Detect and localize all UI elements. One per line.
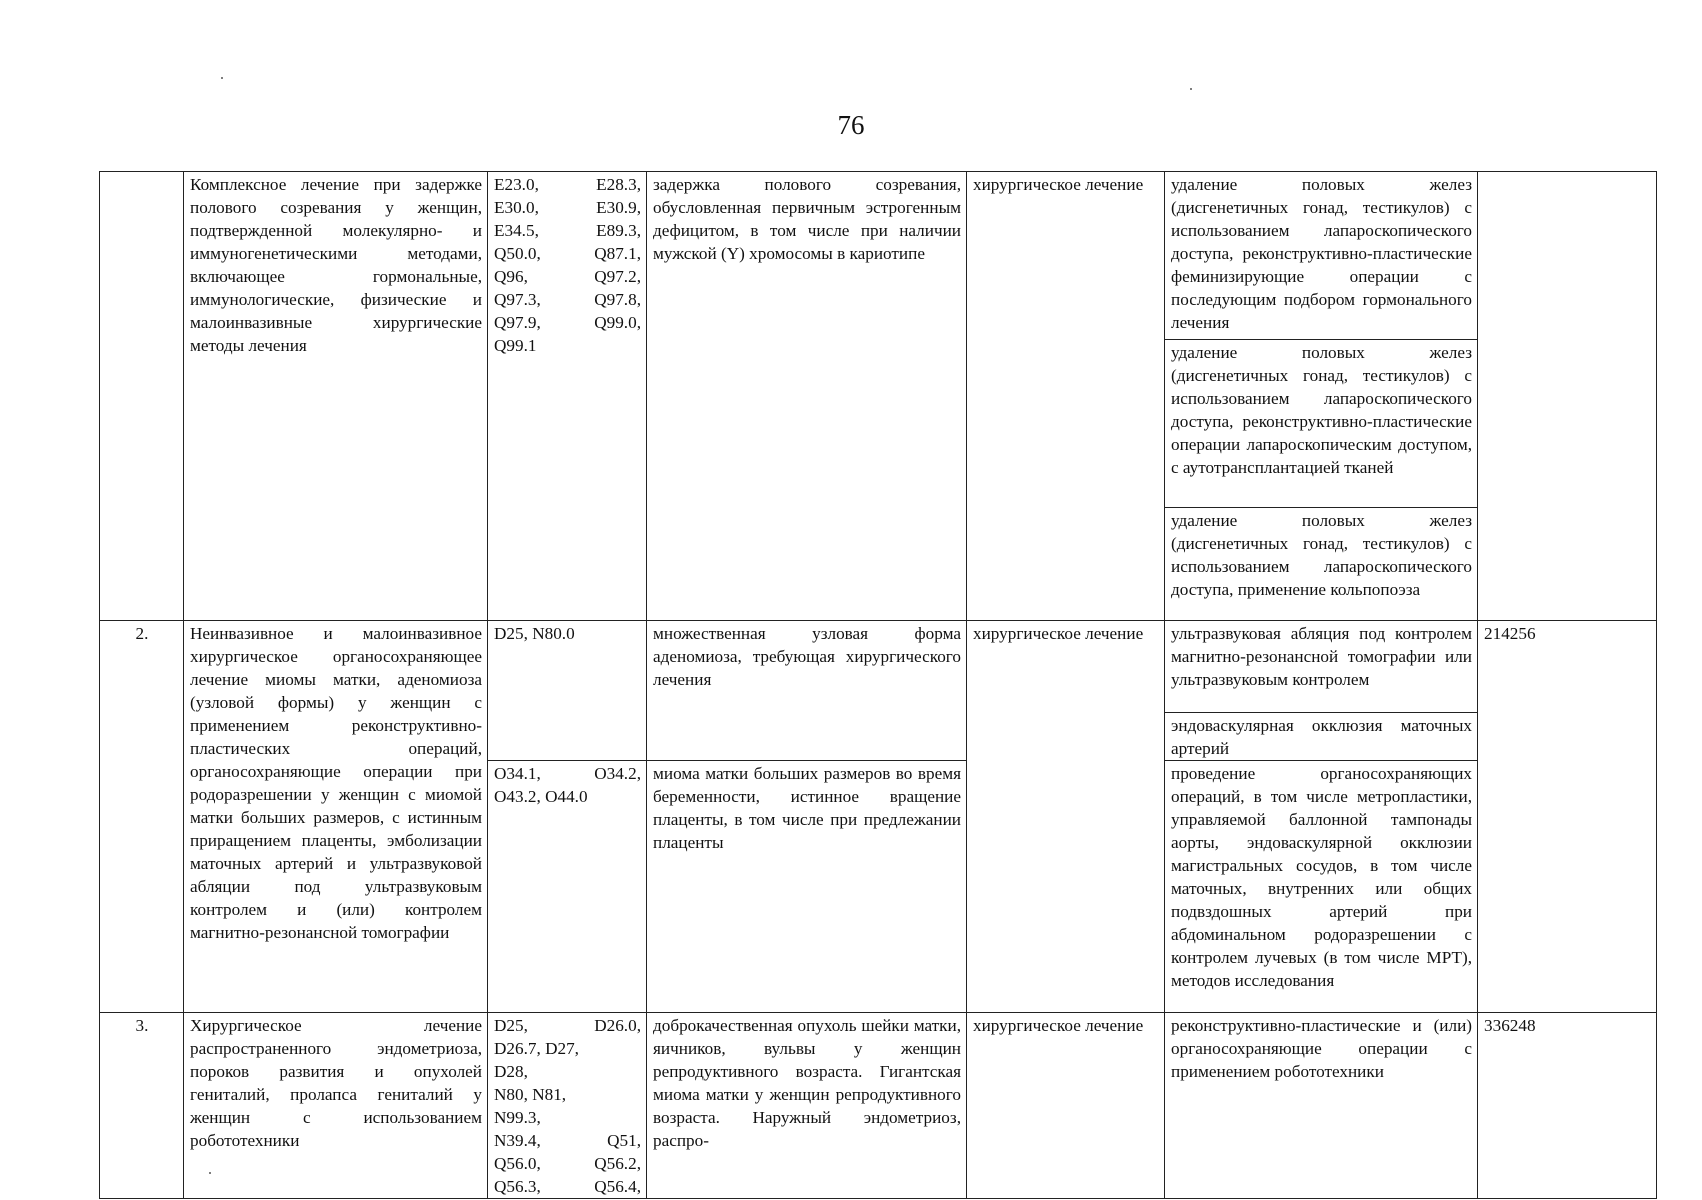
treatment-name: Хирургическое лечение распространенного эндометриоза, пороков развития и опухолей гениталий, пролапса гениталий у женщин с использованием робототехники [184,1013,488,1199]
diagnosis-codes: D25, D26.0, D26.7, D27, D28, N80, N81, N99.3, N39.4, Q51, Q56.0, Q56.2, Q56.3, Q56.4, [488,1013,647,1199]
treatment-name: Неинвазивное и малоинвазивное хирургическое органосохраняющее лечение миомы матки, аденомиоза (узловой формы) у женщин с применением реконструктивно-пластических операций, органосохраняющие операции при родоразрешении у женщин с миомой матки больших размеров, с истинным приращением плаценты, эмболизации маточных артерий и ультразвуковой абляции под ультразвуковым контролем и (или) контролем магнитно-резонансной томографии [184,621,488,1013]
treatment-type: хирургическое лечение [967,172,1165,621]
table-row [100,1013,1657,1199]
patient-model: множественная узловая форма аденомиоза, требующая хирургического лечения [647,621,967,761]
cost-cell [1478,172,1657,621]
cost-cell: 336248 [1478,1013,1657,1199]
scan-speck [221,77,223,79]
diagnosis-codes: D25, N80.0 [488,621,647,761]
diagnosis-codes: E23.0, E28.3, E30.0, E30.9, E34.5, E89.3, Q50.0, Q87.1, Q96, Q97.2, Q97.3, Q97.8, Q97.9, Q99.0, Q99.1 [488,172,647,621]
treatment-type: хирургическое лечение [967,621,1165,1013]
patient-model: миома матки больших размеров во время беременности, истинное вращение плаценты, в том числе при предлежании плаценты [647,761,967,1013]
row-number: 3. [100,1013,184,1199]
treatment-method: удаление половых желез (дисгенетичных гонад, тестикулов) с использованием лапароскопического доступа, реконструктивно-пластические операции лапароскопическим доступом, с аутотрансплантацией тканей [1165,340,1477,508]
patient-model: задержка полового созревания, обусловленная первичным эстрогенным дефицитом, в том числе при наличии мужской (Y) хромосомы в кариотипе [647,172,967,621]
table-row [100,172,1657,621]
cost-cell: 214256 [1478,621,1657,1013]
row-number: 2. [100,621,184,1013]
medical-care-table [99,171,1657,1199]
treatment-type: хирургическое лечение [967,1013,1165,1199]
treatment-method: удаление половых желез (дисгенетичных гонад, тестикулов) с использованием лапароскопического доступа, реконструктивно-пластические феминизирующие операции с последующим подбором гормонального лечения [1165,172,1477,340]
treatment-method: удаление половых желез (дисгенетичных гонад, тестикулов) с использованием лапароскопического доступа, применение кольпопоэза [1171,511,1472,599]
treatment-name: Комплексное лечение при задержке полового созревания у женщин, подтвержденной молекулярно- и иммуногенетическими методами, включающее гормональные, иммунологические, физические и малоинвазивные хирургические методы лечения [184,172,488,621]
patient-model: доброкачественная опухоль шейки матки, яичников, вульвы у женщин репродуктивного возраста. Гигантская миома матки у женщин репродуктивного возраста. Наружный эндометриоз, распро- [647,1013,967,1199]
treatment-method: реконструктивно-пластические и (или) органосохраняющие операции с применением робототехники [1171,1016,1472,1081]
treatment-methods [1165,1013,1478,1199]
treatment-methods [1165,172,1478,621]
table-row [100,621,1657,761]
treatment-method: ультразвуковая абляция под контролем магнитно-резонансной томографии или ультразвуковым контролем [1165,621,1477,713]
treatment-method: проведение органосохраняющих операций, в том числе метропластики, управляемой баллонной тампонады аорты, эндоваскулярной окклюзии магистральных сосудов, в том числе маточных, внутренних или общих подвздошных артерий при абдоминальном родоразрешении с контролем лучевых (в том числе МРТ), методов исследования [1171,764,1472,990]
treatment-method: эндоваскулярная окклюзия маточных артерий [1171,716,1472,758]
treatment-methods [1165,761,1478,1013]
row-number [100,172,184,621]
page-number: 76 [837,110,865,140]
treatment-methods [1165,621,1478,761]
diagnosis-codes: O34.1, O34.2, O43.2, O44.0 [488,761,647,1013]
scan-speck [1190,88,1192,90]
